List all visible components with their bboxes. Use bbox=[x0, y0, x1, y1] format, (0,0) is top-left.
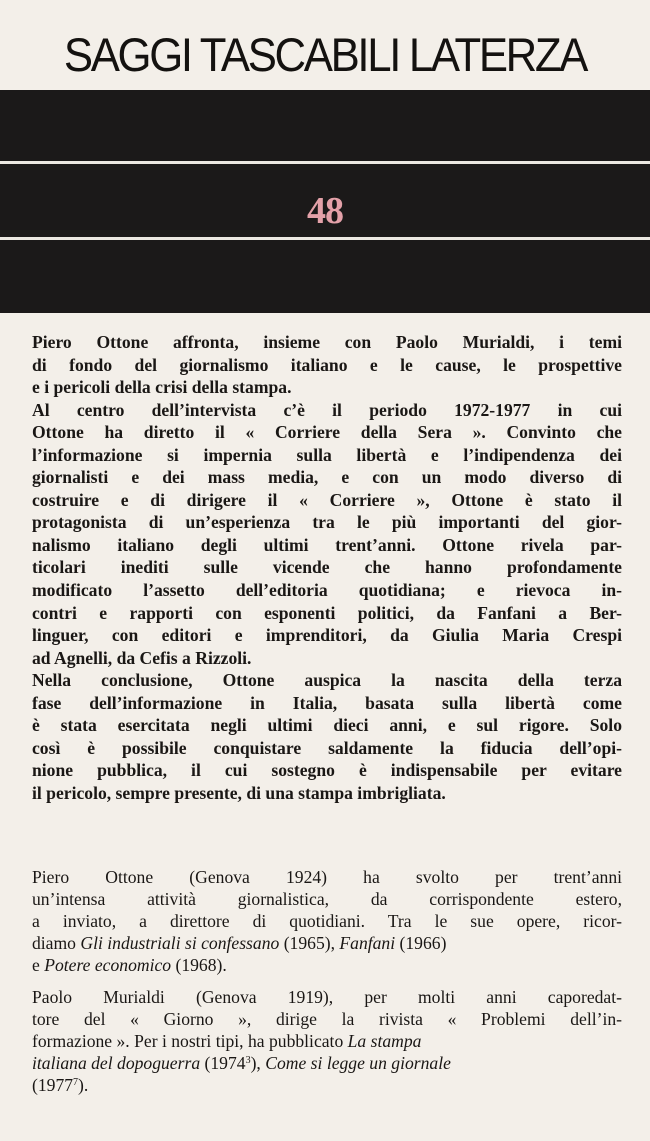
book-title: italiana del dopoguerra bbox=[32, 1053, 201, 1073]
blurb-line: modificato l’assetto dell’editoria quotidiana; e rievoca in- bbox=[32, 580, 622, 601]
bio-line: un’intensa attività giornalistica, da corrispondente estero, bbox=[32, 889, 622, 909]
blurb-line: nione pubblica, il cui sostegno è indispensabile per evitare bbox=[32, 760, 622, 781]
bio-text: (1968). bbox=[171, 955, 227, 975]
bio-text: e bbox=[32, 955, 45, 975]
blurb-line: di fondo del giornalismo italiano e le cause, le prospettive bbox=[32, 354, 622, 375]
band-divider-bottom bbox=[0, 237, 650, 240]
blurb-line: Nella conclusione, Ottone auspica la nascita della terza bbox=[32, 670, 622, 691]
blurb-line: e i pericoli della crisi della stampa. bbox=[32, 377, 292, 398]
edition-number: 3 bbox=[245, 1055, 251, 1066]
blurb-line: ad Agnelli, da Cefis a Rizzoli. bbox=[32, 647, 252, 668]
blurb-text bbox=[32, 331, 622, 804]
blurb-line: Al centro dell’intervista c’è il periodo 1972-1977 in cui bbox=[32, 399, 622, 420]
bio-line bbox=[32, 932, 622, 954]
series-number: 48 bbox=[307, 190, 343, 232]
series-title: SAGGI TASCABILI LATERZA bbox=[63, 28, 587, 81]
book-title: Gli industriali si confessano bbox=[80, 933, 280, 953]
book-title: Potere economico bbox=[44, 955, 172, 975]
bio-text: ). bbox=[78, 1075, 89, 1095]
band-divider-top bbox=[0, 161, 650, 164]
book-title: Fanfani bbox=[339, 933, 396, 953]
blurb-line: costruire e di dirigere il « Corriere », Ottone è stato il bbox=[32, 489, 622, 510]
bio-line: tore del « Giorno », dirige la rivista « Problemi dell’in- bbox=[32, 1009, 622, 1029]
blurb-line: il pericolo, sempre presente, di una stampa imbrigliata. bbox=[32, 782, 446, 803]
blurb-line: l’informazione si impernia sulla libertà e l’indipendenza dei bbox=[32, 444, 622, 465]
bio-text: (1966) bbox=[395, 933, 447, 953]
blurb-line: ticolari inediti sulle vicende che hanno profondamente bbox=[32, 557, 622, 578]
bio-line: Paolo Murialdi (Genova 1919), per molti anni caporedat- bbox=[32, 987, 622, 1007]
bio-text: diamo bbox=[32, 933, 81, 953]
author-bio-ottone bbox=[32, 866, 622, 976]
bio-text: formazione ». Per i nostri tipi, ha pubblicato bbox=[32, 1031, 348, 1051]
bio-line bbox=[32, 1030, 622, 1052]
blurb-line: Ottone ha diretto il « Corriere della Sera ». Convinto che bbox=[32, 422, 622, 443]
bio-line bbox=[32, 1074, 622, 1096]
bio-text: ), bbox=[250, 1053, 266, 1073]
blurb-line: linguer, con editori e imprenditori, da Giulia Maria Crespi bbox=[32, 625, 622, 646]
blurb-line: così è possibile conquistare saldamente la fiducia dell’opi- bbox=[32, 737, 622, 758]
bio-text: (1974 bbox=[200, 1053, 246, 1073]
blurb-line: contri e rapporti con esponenti politici, da Fanfani a Ber- bbox=[32, 602, 622, 623]
bio-line: Piero Ottone (Genova 1924) ha svolto per trent’anni bbox=[32, 867, 622, 887]
edition-number: 7 bbox=[73, 1077, 79, 1088]
bio-line bbox=[32, 954, 622, 976]
bio-text: (1965), bbox=[279, 933, 340, 953]
blurb-line: fase dell’informazione in Italia, basata sulla libertà come bbox=[32, 692, 622, 713]
blurb-line: giornalisti e dei mass media, e con un modo diverso di bbox=[32, 467, 622, 488]
book-title: La stampa bbox=[347, 1031, 422, 1051]
bio-line bbox=[32, 1052, 622, 1074]
book-title: Come si legge un giornale bbox=[265, 1053, 451, 1073]
author-bio-murialdi bbox=[32, 986, 622, 1096]
blurb-line: Piero Ottone affronta, insieme con Paolo Murialdi, i temi bbox=[32, 332, 622, 352]
blurb-line: è stata esercitata negli ultimi dieci anni, e sul rigore. Solo bbox=[32, 715, 622, 736]
blurb-line: protagonista di un’esperienza tra le più importanti del gior- bbox=[32, 512, 622, 533]
bio-line: a inviato, a direttore di quotidiani. Tra le sue opere, ricor- bbox=[32, 911, 622, 931]
bio-text: (1977 bbox=[32, 1075, 74, 1095]
blurb-line: nalismo italiano degli ultimi trent’anni. Ottone rivela par- bbox=[32, 534, 622, 555]
